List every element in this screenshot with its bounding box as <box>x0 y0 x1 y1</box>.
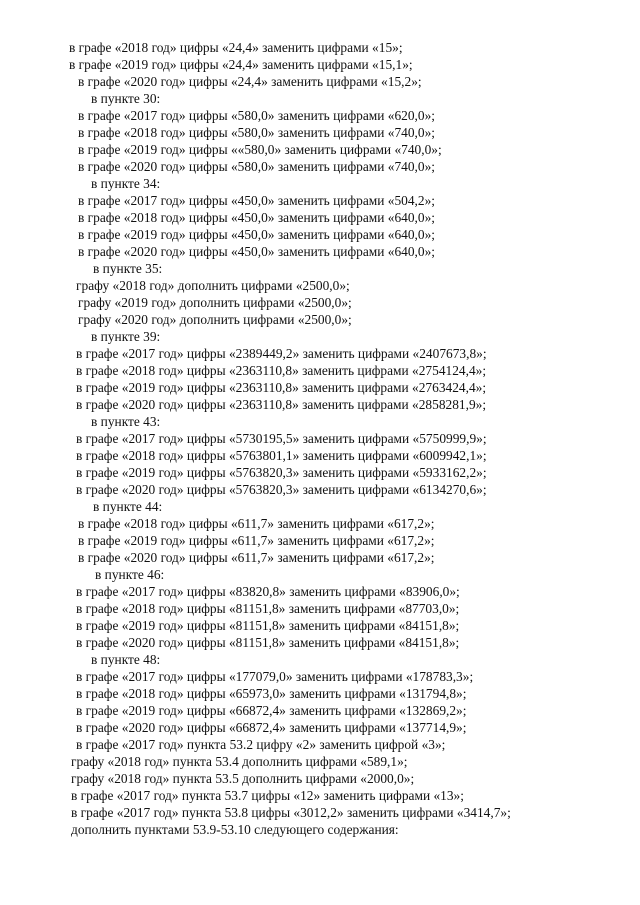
text-line: в графе «2018 год» цифры «65973,0» заменить цифрами «131794,8»; <box>76 686 467 701</box>
text-line: в графе «2018 год» цифры «450,0» заменить цифрами «640,0»; <box>78 210 435 225</box>
section-heading: в пункте 46: <box>95 567 165 582</box>
section-heading: в пункте 35: <box>93 261 163 276</box>
text-line: в графе «2017 год» цифры «5730195,5» заменить цифрами «5750999,9»; <box>76 431 487 446</box>
text-line: в графе «2019 год» цифры «611,7» заменить цифрами «617,2»; <box>78 533 435 548</box>
text-line: в графе «2020 год» цифры «5763820,3» заменить цифрами «6134270,6»; <box>76 482 487 497</box>
text-line: в графе «2018 год» цифры «2363110,8» заменить цифрами «2754124,4»; <box>76 363 487 378</box>
text-line: в графе «2019 год» цифры ««580,0» заменить цифрами «740,0»; <box>78 142 442 157</box>
text-line: в графе «2020 год» цифры «580,0» заменить цифрами «740,0»; <box>78 159 435 174</box>
text-line: в графе «2018 год» цифры «24,4» заменить цифрами «15»; <box>69 40 403 55</box>
text-line: в графе «2020 год» цифры «81151,8» заменить цифрами «84151,8»; <box>76 635 460 650</box>
text-line: в графе «2019 год» цифры «5763820,3» заменить цифрами «5933162,2»; <box>76 465 487 480</box>
text-line: в графе «2020 год» цифры «611,7» заменить цифрами «617,2»; <box>78 550 435 565</box>
text-line: графу «2018 год» пункта 53.5 дополнить цифрами «2000,0»; <box>71 771 415 786</box>
text-line: в графе «2019 год» цифры «450,0» заменить цифрами «640,0»; <box>78 227 435 242</box>
text-line: в графе «2020 год» цифры «24,4» заменить цифрами «15,2»; <box>78 74 422 89</box>
text-line: в графе «2020 год» цифры «2363110,8» заменить цифрами «2858281,9»; <box>76 397 487 412</box>
text-line: графу «2018 год» пункта 53.4 дополнить цифрами «589,1»; <box>71 754 408 769</box>
text-line: в графе «2020 год» цифры «66872,4» заменить цифрами «137714,9»; <box>76 720 467 735</box>
section-heading: в пункте 44: <box>93 499 163 514</box>
text-line: графу «2018 год» дополнить цифрами «2500,0»; <box>76 278 350 293</box>
text-line: в графе «2019 год» цифры «66872,4» заменить цифрами «132869,2»; <box>76 703 467 718</box>
text-line: графу «2019 год» дополнить цифрами «2500,0»; <box>78 295 352 310</box>
text-line: в графе «2019 год» цифры «24,4» заменить цифрами «15,1»; <box>69 57 413 72</box>
text-line: в графе «2019 год» цифры «2363110,8» заменить цифрами «2763424,4»; <box>76 380 487 395</box>
text-line: в графе «2019 год» цифры «81151,8» заменить цифрами «84151,8»; <box>76 618 460 633</box>
text-line: в графе «2018 год» цифры «611,7» заменить цифрами «617,2»; <box>78 516 435 531</box>
text-line: в графе «2018 год» цифры «580,0» заменить цифрами «740,0»; <box>78 125 435 140</box>
section-heading: в пункте 39: <box>91 329 161 344</box>
text-line: в графе «2017 год» пункта 53.7 цифры «12» заменить цифрами «13»; <box>71 788 464 803</box>
section-heading: в пункте 48: <box>91 652 161 667</box>
text-line: дополнить пунктами 53.9-53.10 следующего содержания: <box>71 822 399 837</box>
section-heading: в пункте 34: <box>91 176 161 191</box>
text-line: в графе «2017 год» цифры «580,0» заменить цифрами «620,0»; <box>78 108 435 123</box>
text-line: в графе «2017 год» цифры «2389449,2» заменить цифрами «2407673,8»; <box>76 346 487 361</box>
text-line: в графе «2017 год» пункта 53.8 цифры «3012,2» заменить цифрами «3414,7»; <box>71 805 511 820</box>
section-heading: в пункте 43: <box>91 414 161 429</box>
section-heading: в пункте 30: <box>91 91 161 106</box>
text-line: в графе «2018 год» цифры «81151,8» заменить цифрами «87703,0»; <box>76 601 460 616</box>
text-line: графу «2020 год» дополнить цифрами «2500,0»; <box>78 312 352 327</box>
text-line: в графе «2017 год» цифры «450,0» заменить цифрами «504,2»; <box>78 193 435 208</box>
text-line: в графе «2017 год» пункта 53.2 цифру «2» заменить цифрой «3»; <box>76 737 446 752</box>
text-line: в графе «2018 год» цифры «5763801,1» заменить цифрами «6009942,1»; <box>76 448 487 463</box>
text-line: в графе «2017 год» цифры «177079,0» заменить цифрами «178783,3»; <box>76 669 474 684</box>
text-line: в графе «2020 год» цифры «450,0» заменить цифрами «640,0»; <box>78 244 435 259</box>
text-line: в графе «2017 год» цифры «83820,8» заменить цифрами «83906,0»; <box>76 584 460 599</box>
